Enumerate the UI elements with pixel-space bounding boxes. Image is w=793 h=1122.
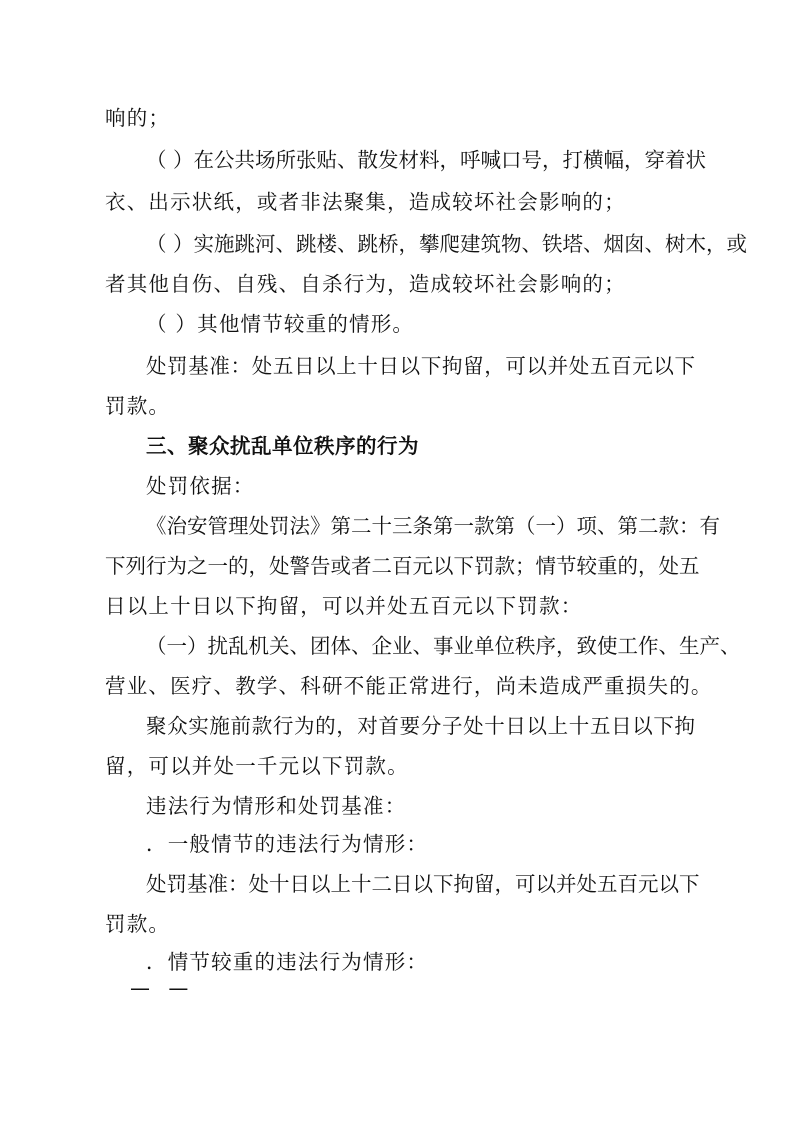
text-line: 日以上十日以下拘留，可以并处五百元以下罚款： <box>105 594 583 618</box>
text-line: 《治安管理处罚法》第二十三条第一款第（一）项、第二款：有 <box>146 514 720 538</box>
text-line: 响的； <box>105 106 171 130</box>
text-line: 者其他自伤、自残、自杀行为，造成较坏社会影响的； <box>105 272 626 296</box>
text-line: （ ）在公共场所张贴、散发材料，呼喊口号，打横幅，穿着状 <box>146 148 707 172</box>
text-line: （ ）其他情节较重的情形。 <box>146 312 415 336</box>
text-line: 处罚基准：处五日以上十日以下拘留，可以并处五百元以下 <box>146 354 695 378</box>
text-line: 处罚依据： <box>146 474 255 498</box>
text-line: 聚众实施前款行为的，对首要分子处十日以上十五日以下拘 <box>146 714 695 738</box>
text-line: （一）扰乱机关、团体、企业、事业单位秩序，致使工作、生产、 <box>146 634 741 658</box>
text-line: 处罚基准：处十日以上十二日以下拘留，可以并处五百元以下 <box>146 872 700 896</box>
text-line: （ ）实施跳河、跳楼、跳桥，攀爬建筑物、铁塔、烟囱、树木，或 <box>146 232 748 256</box>
section-heading: 三、聚众扰乱单位秩序的行为 <box>146 434 419 458</box>
text-line: 营业、医疗、教学、科研不能正常进行，尚未造成严重损失的。 <box>105 674 713 698</box>
text-line: 下列行为之一的，处警告或者二百元以下罚款；情节较重的，处五 <box>105 554 700 578</box>
text-line: 留，可以并处一千元以下罚款。 <box>105 754 409 778</box>
text-line: ．情节较重的违法行为情形： <box>146 950 429 974</box>
text-line: 衣、出示状纸，或者非法聚集，造成较坏社会影响的； <box>105 190 626 214</box>
text-line: 罚款。 <box>105 912 171 936</box>
text-line: ．一般情节的违法行为情形： <box>146 832 429 856</box>
text-line: 罚款。 <box>105 394 171 418</box>
page-number-footer: — — <box>130 976 195 1000</box>
text-line: 违法行为情形和处罚基准： <box>146 794 407 818</box>
